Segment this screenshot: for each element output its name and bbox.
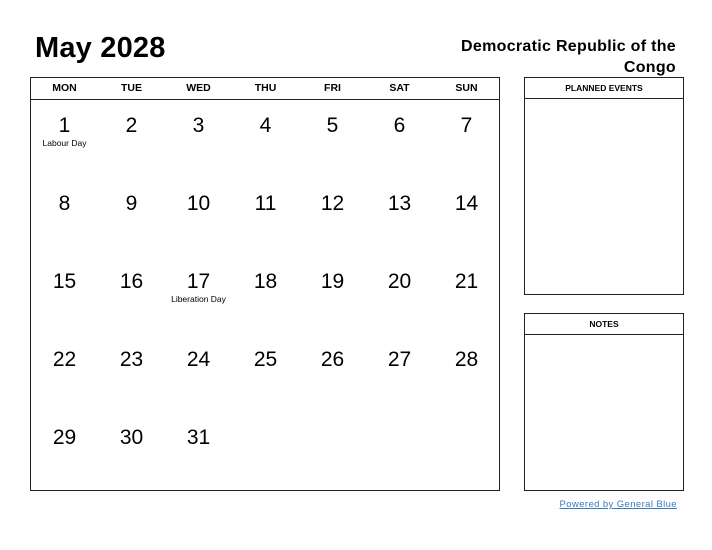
weekday-thu: THU [254,82,277,94]
day-cell [31,270,98,294]
day-cell [433,114,500,138]
calendar-title: May 2028 [35,32,166,64]
day-cell [433,348,500,372]
day-cell [433,192,500,216]
day-number: 26 [320,348,345,371]
notes-panel [524,313,684,491]
day-cell [98,114,165,138]
day-number: 23 [119,348,144,371]
day-cell [232,348,299,372]
weekday-sun: SUN [455,82,478,94]
month-grid [30,77,500,491]
weekday-sat: SAT [389,82,410,94]
day-cell [31,192,98,216]
day-cell [98,192,165,216]
day-cell [31,114,98,148]
day-cell [31,348,98,372]
day-number: 19 [320,270,345,293]
day-cell [299,348,366,372]
weekday-tue: TUE [121,82,142,94]
day-cell [366,348,433,372]
day-number: 24 [186,348,211,371]
day-number: 7 [460,114,473,137]
day-number: 8 [58,192,71,215]
day-cell [165,192,232,216]
day-number: 1 [58,114,71,137]
day-number: 22 [52,348,77,371]
day-number: 16 [119,270,144,293]
day-cell [299,192,366,216]
day-cell [366,114,433,138]
day-number: 29 [52,426,77,449]
day-number: 13 [387,192,412,215]
country-name: Democratic Republic of the Congo [461,38,676,76]
day-cell [165,270,232,304]
day-cell [366,192,433,216]
day-cell [165,426,232,450]
day-number: 27 [387,348,412,371]
day-cell [232,192,299,216]
day-cell [299,114,366,138]
day-cell [366,270,433,294]
day-number: 9 [125,192,138,215]
weekday-header-row [31,78,499,100]
day-number: 2 [125,114,138,137]
weekday-fri: FRI [324,82,341,94]
notes-title: NOTES [525,314,683,335]
day-cell [433,270,500,294]
day-cell [98,270,165,294]
day-number: 15 [52,270,77,293]
holiday-label: Labour Day [42,138,87,148]
day-number: 17 [186,270,211,293]
weekday-wed: WED [186,82,211,94]
day-number: 12 [320,192,345,215]
day-cell [31,426,98,450]
day-cell [299,270,366,294]
day-number: 14 [454,192,479,215]
weekday-mon: MON [52,82,77,94]
day-cell [98,426,165,450]
planned-events-panel [524,77,684,295]
day-cell [165,114,232,138]
day-number: 6 [393,114,406,137]
day-number: 18 [253,270,278,293]
day-number: 11 [254,192,277,215]
day-number: 31 [186,426,211,449]
powered-by-link[interactable]: Powered by General Blue [559,499,677,510]
day-number: 20 [387,270,412,293]
day-number: 30 [119,426,144,449]
day-cell [98,348,165,372]
day-number: 21 [454,270,479,293]
day-cell [232,270,299,294]
day-cell [232,114,299,138]
holiday-label: Liberation Day [171,294,226,304]
day-number: 28 [454,348,479,371]
planned-events-title: PLANNED EVENTS [525,78,683,99]
day-number: 5 [326,114,339,137]
day-number: 3 [192,114,205,137]
day-number: 10 [186,192,211,215]
day-cell [165,348,232,372]
day-number: 25 [253,348,278,371]
day-number: 4 [259,114,272,137]
